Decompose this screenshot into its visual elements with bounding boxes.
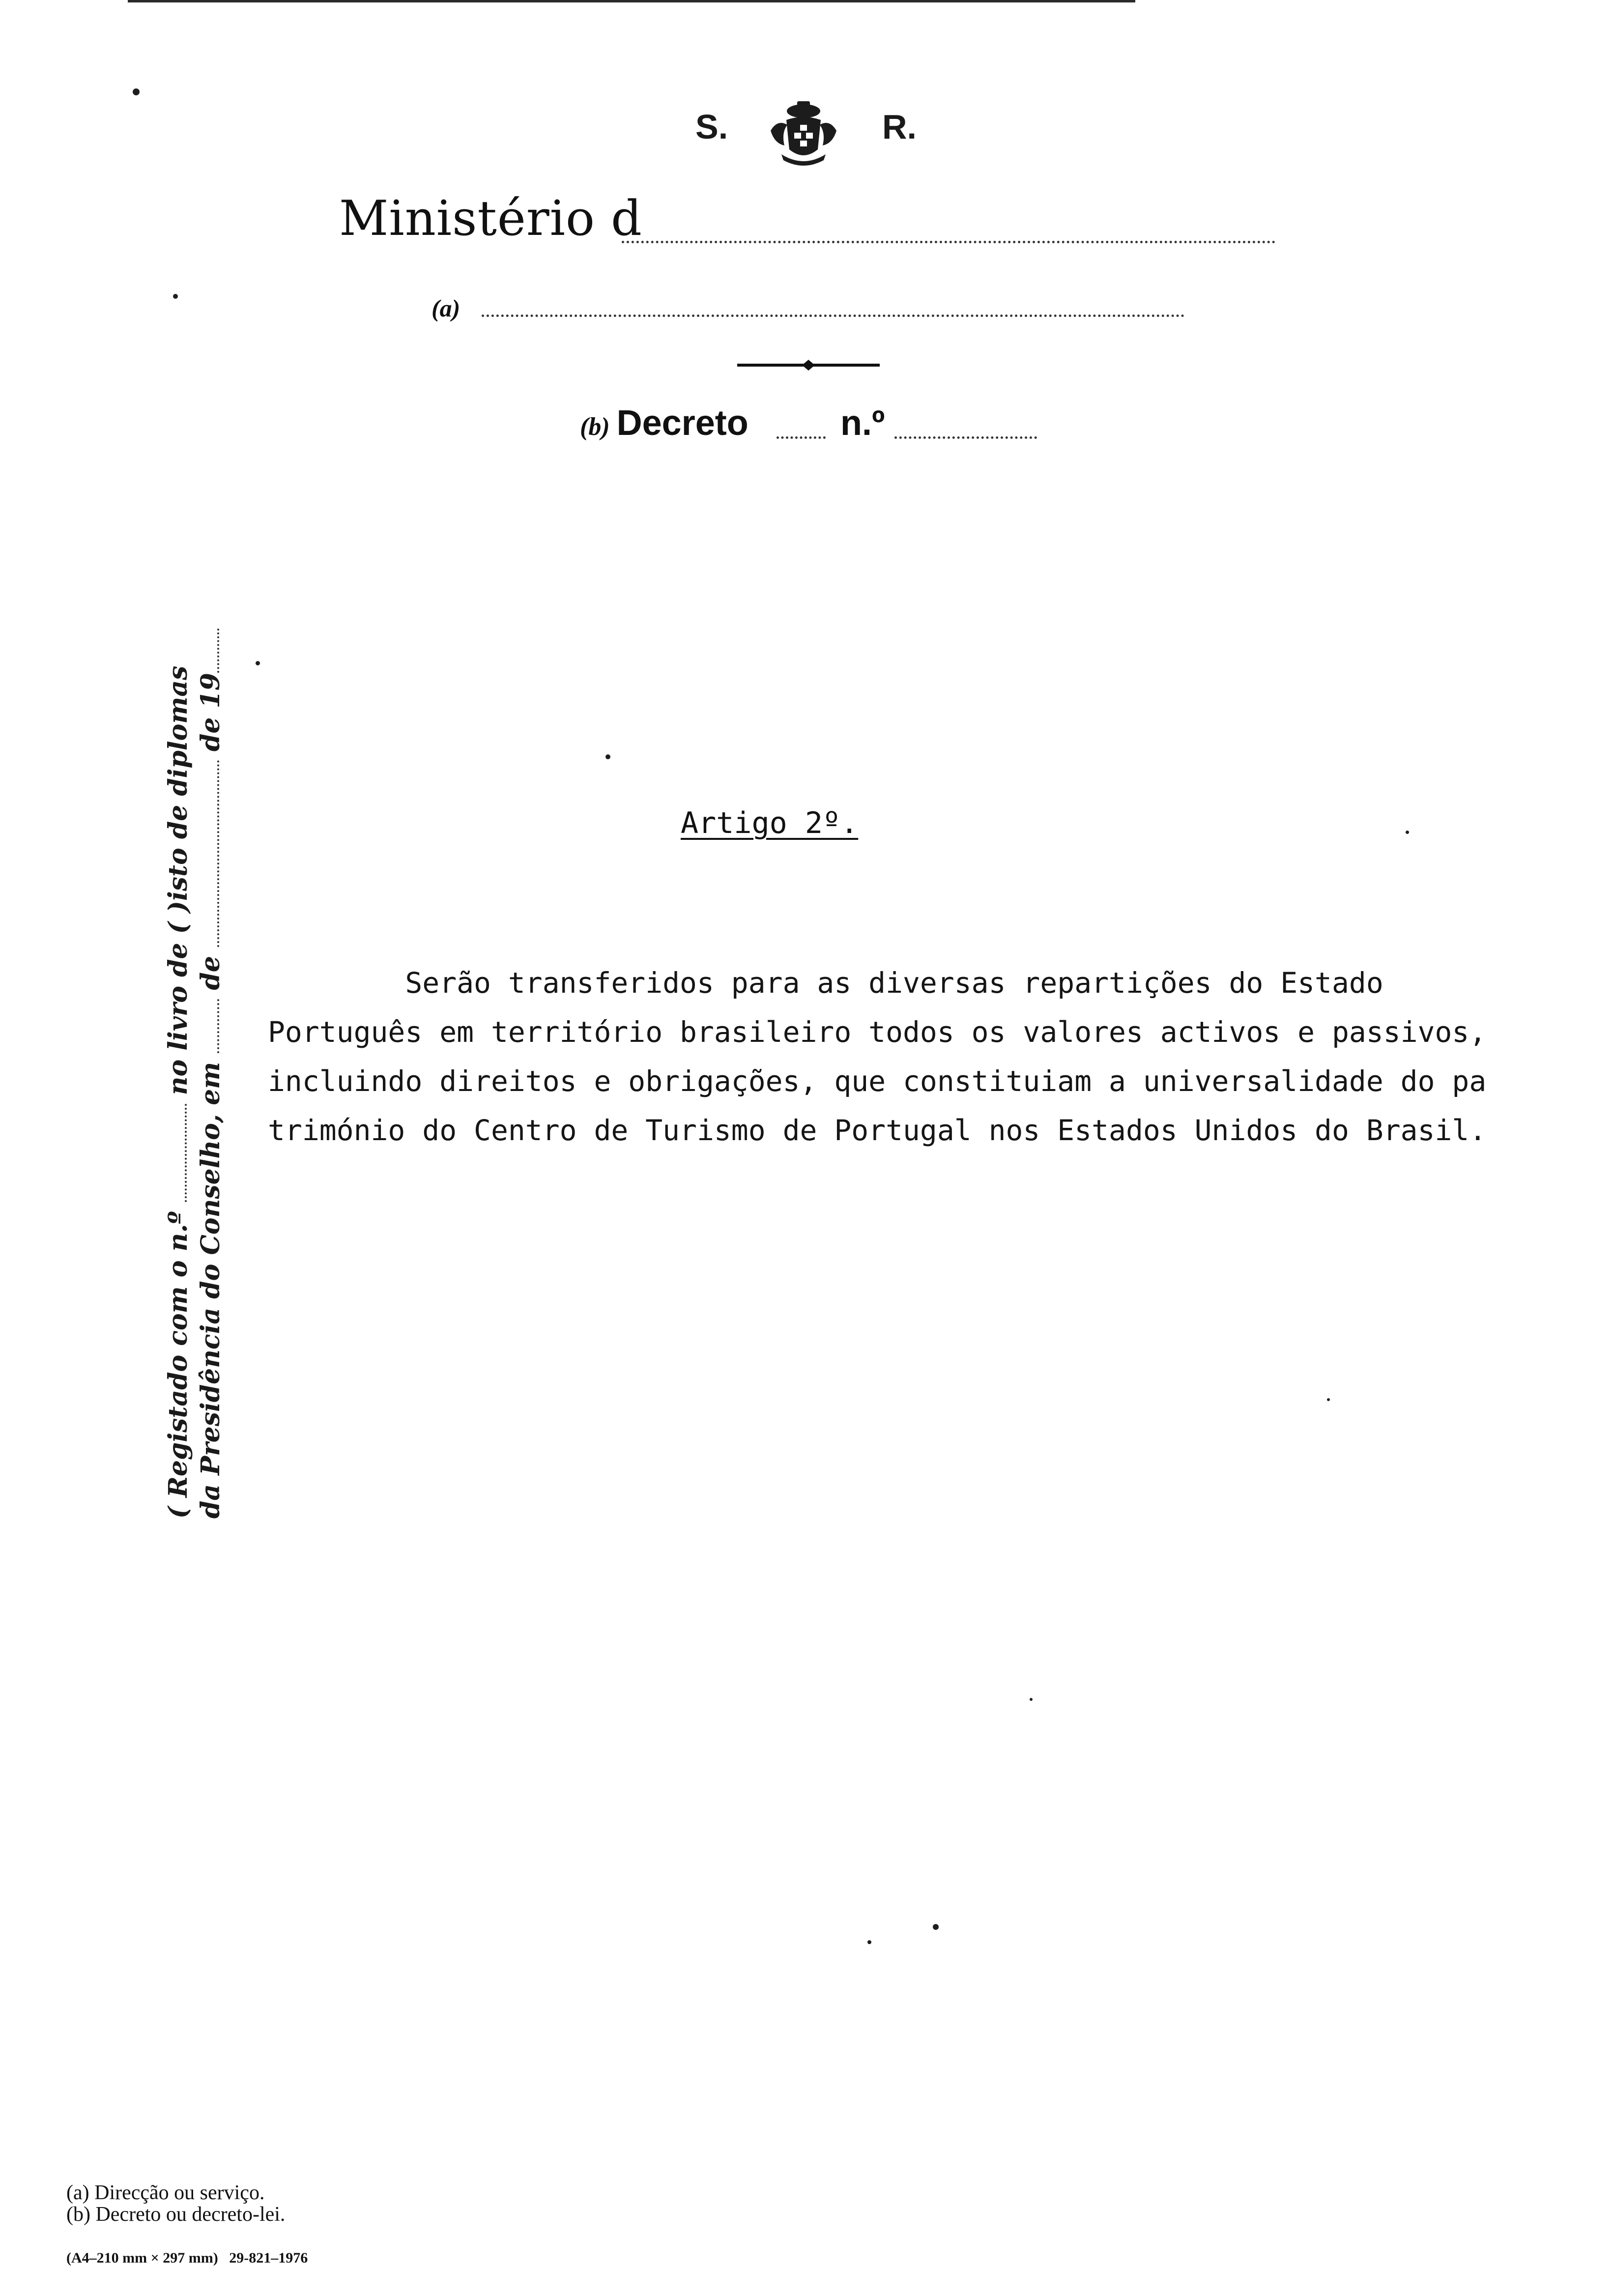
ministerio-fill-line [622, 241, 1275, 243]
sr-left-letter: S. [695, 108, 728, 146]
top-border-rule [128, 0, 1135, 2]
scan-speck [133, 88, 140, 95]
article-line: Serão transferidos para as diversas repartições do Estado [268, 966, 1383, 1000]
ministerio-heading: Ministério d [339, 191, 642, 247]
side-number-fill [175, 1104, 187, 1202]
scan-speck [1327, 1398, 1330, 1401]
side-registo-paren: ( ) [163, 900, 193, 934]
side-diplomas-text: isto de diplomas [163, 665, 193, 901]
side-livro-text: no livro de [163, 934, 193, 1104]
side-open-paren: ( [163, 1497, 193, 1519]
sr-right-letter: R. [882, 108, 917, 146]
side-registado-text: Registado com o n.º [163, 1202, 193, 1498]
coat-of-arms-icon [767, 96, 840, 170]
decreto-word: Decreto [616, 403, 748, 443]
scan-speck [1030, 1698, 1033, 1701]
side-de-text: de [196, 947, 226, 999]
side-month-fill [207, 760, 219, 947]
decreto-number-fill-line [894, 436, 1037, 439]
scan-speck [867, 1940, 871, 1944]
side-year-fill [207, 629, 219, 673]
scan-speck [256, 661, 260, 665]
scan-speck [1406, 831, 1409, 834]
scan-speck [605, 754, 610, 759]
print-code: (A4–210 mm × 297 mm) 29-821–1976 [66, 2250, 308, 2266]
article-body [268, 958, 1555, 1155]
direccao-fill-line [482, 315, 1184, 317]
direccao-marker: (a) [432, 294, 461, 322]
scan-speck [173, 294, 178, 299]
registration-line-2 [195, 629, 227, 1519]
divider-ornament [737, 358, 880, 373]
decreto-type-fill-line [777, 436, 826, 439]
side-day-fill [207, 999, 219, 1053]
decreto-label [580, 403, 748, 443]
scan-speck [933, 1924, 939, 1930]
side-presidencia-text: da Presidência do Conselho, em [196, 1053, 226, 1519]
footnote-b: (b) Decreto ou decreto-lei. [66, 2203, 286, 2226]
registration-line-1 [162, 629, 195, 1519]
side-year-text: de 19 [196, 673, 226, 761]
footnotes [66, 2182, 285, 2225]
decreto-number-label: n.º [840, 403, 885, 443]
article-line: Português em território brasileiro todos os valores activos e passivos, [268, 1015, 1487, 1049]
footnote-a: (a) Direcção ou serviço. [66, 2181, 265, 2204]
decreto-marker: (b) [580, 413, 610, 441]
registration-side-note [162, 629, 227, 1519]
article-line: incluindo direitos e obrigações, que constituiam a universalidade do pa [268, 1064, 1487, 1098]
article-line: trimónio do Centro de Turismo de Portugal nos Estados Unidos do Brasil. [268, 1114, 1487, 1147]
article-title: Artigo 2º. [681, 806, 859, 840]
